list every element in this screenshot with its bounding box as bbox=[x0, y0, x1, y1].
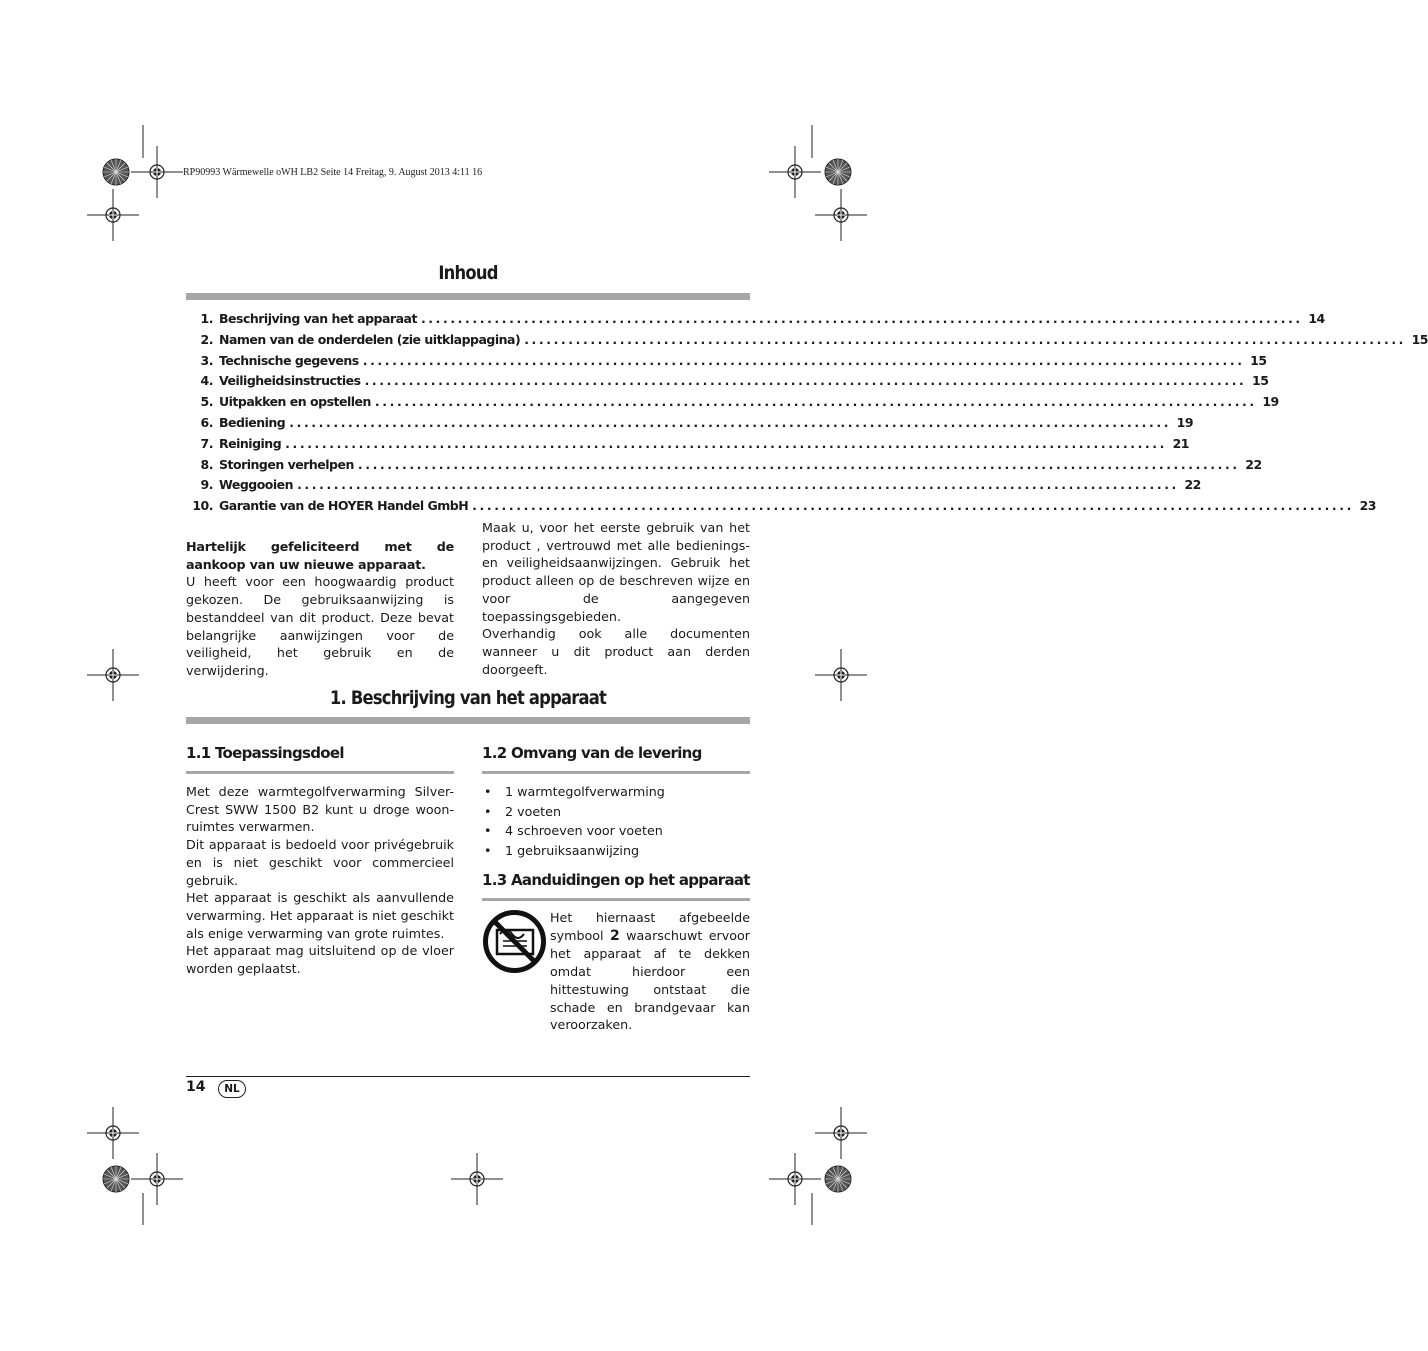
toc-entry bbox=[186, 331, 1428, 353]
toc-entry-number: 2. bbox=[200, 331, 213, 347]
section-rule bbox=[482, 898, 750, 901]
footer-rule bbox=[186, 1076, 750, 1077]
paragraph: Het apparaat mag uitsluitend op de vloer worden geplaatst. bbox=[186, 943, 454, 977]
toc-entry-title: Reiniging bbox=[219, 435, 282, 451]
toc-entry-title: Veiligheidsinstructies bbox=[219, 373, 361, 389]
toc-entry-number: 8. bbox=[200, 456, 213, 472]
intro-right bbox=[482, 519, 750, 678]
toc-entry-page: 19 bbox=[1262, 394, 1279, 410]
page-number: 14 bbox=[186, 1079, 206, 1095]
toc-entry-page: 19 bbox=[1176, 414, 1194, 430]
print-slug: RP90993 Wärmewelle oWH LB2 Seite 14 Freitag, 9. August 2013 4:11 16 bbox=[183, 167, 483, 178]
toc-entry bbox=[186, 435, 1189, 457]
toc-entry-page: 14 bbox=[1308, 311, 1325, 326]
toc-entry bbox=[186, 477, 1201, 498]
toc-leader-dots: ........................................................................................................................ bbox=[364, 373, 1247, 389]
section-rule bbox=[482, 771, 750, 774]
section-rule bbox=[186, 771, 454, 774]
toc-entry-number: 7. bbox=[200, 435, 213, 451]
intro-handover: Overhandig ook alle documenten wanneer u dit product aan derden doorgeeft. bbox=[482, 626, 750, 677]
symbol-text-a: Het hiernaast afgebeelde symbool bbox=[550, 910, 750, 943]
toc-entry bbox=[186, 373, 1269, 394]
section-heading-1-1: 1.1 Toepassingsdoel bbox=[186, 744, 344, 762]
toc-entry-number: 4. bbox=[200, 373, 213, 389]
toc-entry-number: 6. bbox=[200, 414, 213, 430]
toc-entry-title: Beschrijving van het apparaat bbox=[219, 311, 417, 326]
section-heading-1-3: 1.3 Aanduidingen op het apparaat bbox=[482, 871, 750, 889]
toc-entry-title: Storingen verhelpen bbox=[219, 456, 354, 472]
symbol-description bbox=[550, 909, 750, 1034]
toc-entry bbox=[186, 498, 1376, 519]
intro-text: U heeft voor een hoogwaardig product gekozen. De gebruiksaanwijzing is bestanddeel van dit product. Deze bevat belangrijke aanwijzingen voor de veiligheid, het gebruik en de verwijdering. bbox=[186, 574, 454, 678]
paragraph: Met deze warmtegolfverwarming Silver-Crest SWW 1500 B2 kunt u droge woon-ruimtes verwarmen. bbox=[186, 784, 454, 835]
toc-leader-dots: ........................................................................................................................ bbox=[289, 414, 1172, 430]
intro-left bbox=[186, 538, 454, 680]
do-not-cover-icon bbox=[483, 910, 546, 973]
toc-entry-title: Weggooien bbox=[219, 477, 294, 493]
toc-entry-number: 10. bbox=[192, 498, 213, 514]
toc-heading: Inhoud bbox=[438, 262, 498, 284]
toc-entry-title: Uitpakken en opstellen bbox=[219, 394, 371, 410]
toc-entry-number: 9. bbox=[200, 477, 213, 493]
symbol-number: 2 bbox=[610, 927, 620, 944]
chapter-heading: 1. Beschrijving van het apparaat bbox=[329, 687, 607, 709]
toc-leader-dots: ........................................................................................................................ bbox=[420, 311, 1303, 326]
toc-entry-page: 22 bbox=[1245, 456, 1262, 472]
toc-leader-dots: ........................................................................................................................ bbox=[297, 477, 1179, 493]
toc-entry-page: 23 bbox=[1359, 498, 1376, 514]
list-item: • 1 warmtegolfverwarming bbox=[482, 782, 750, 802]
list-item: • 1 gebruiksaanwijzing bbox=[482, 841, 750, 861]
toc-entry bbox=[186, 414, 1194, 436]
chapter-heading-bar bbox=[186, 717, 750, 724]
symbol-text-b: waarschuwt ervoor het apparaat af te dekken omdat hierdoor een hittestuwing ontstaat die schade en brandgevaar kan veroorzaken. bbox=[550, 927, 750, 1033]
toc-leader-dots: ........................................................................................................................ bbox=[524, 331, 1407, 347]
toc-leader-dots: ........................................................................................................................ bbox=[357, 456, 1240, 472]
section-1-1-body bbox=[186, 783, 454, 978]
section-heading-1-2: 1.2 Omvang van de levering bbox=[482, 744, 702, 762]
delivery-list bbox=[482, 782, 750, 860]
intro-familiarize: Maak u, voor het eerste gebruik van het product , vertrouwd met alle bedienings- en veiligheidsaanwijzingen. Gebruik het product alleen op de beschreven wijze en voor de aangegeven toepassingsgebieden. bbox=[482, 520, 750, 624]
intro-congrats: Hartelijk gefeliciteerd met de aankoop van uw nieuwe apparaat. bbox=[186, 539, 454, 572]
toc-leader-dots: ........................................................................................................................ bbox=[362, 352, 1245, 368]
toc-entry-page: 22 bbox=[1184, 477, 1201, 493]
toc-entry-number: 3. bbox=[200, 352, 213, 368]
list-item: • 2 voeten bbox=[482, 802, 750, 822]
toc-leader-dots: ........................................................................................................................ bbox=[285, 435, 1167, 451]
paragraph: Het apparaat is geschikt als aanvullende verwarming. Het apparaat is niet geschikt als enige verwarming van grote ruimtes. bbox=[186, 890, 454, 941]
toc-leader-dots: ........................................................................................................................ bbox=[374, 394, 1257, 410]
toc-entry bbox=[186, 394, 1279, 415]
toc-entry-title: Garantie van de HOYER Handel GmbH bbox=[219, 498, 469, 514]
toc-entry-title: Bediening bbox=[219, 414, 286, 430]
toc-entry-page: 15 bbox=[1250, 352, 1267, 368]
table-of-contents bbox=[186, 311, 1428, 519]
toc-entry-page: 15 bbox=[1411, 331, 1428, 347]
toc-entry bbox=[186, 456, 1262, 478]
toc-entry-title: Namen van de onderdelen (zie uitklappagina) bbox=[219, 331, 521, 347]
paragraph: Dit apparaat is bedoeld voor privégebruik en is niet geschikt voor commercieel gebruik. bbox=[186, 837, 454, 888]
toc-entry-number: 1. bbox=[200, 311, 213, 326]
toc-entry bbox=[186, 352, 1267, 374]
toc-entry-page: 21 bbox=[1172, 435, 1189, 451]
toc-leader-dots: ........................................................................................................................ bbox=[472, 498, 1354, 514]
toc-heading-bar bbox=[186, 293, 750, 300]
toc-entry bbox=[186, 311, 1325, 332]
language-badge: NL bbox=[218, 1080, 246, 1098]
toc-entry-title: Technische gegevens bbox=[219, 352, 359, 368]
toc-entry-page: 15 bbox=[1252, 373, 1269, 389]
list-item: • 4 schroeven voor voeten bbox=[482, 821, 750, 841]
toc-entry-number: 5. bbox=[200, 394, 213, 410]
